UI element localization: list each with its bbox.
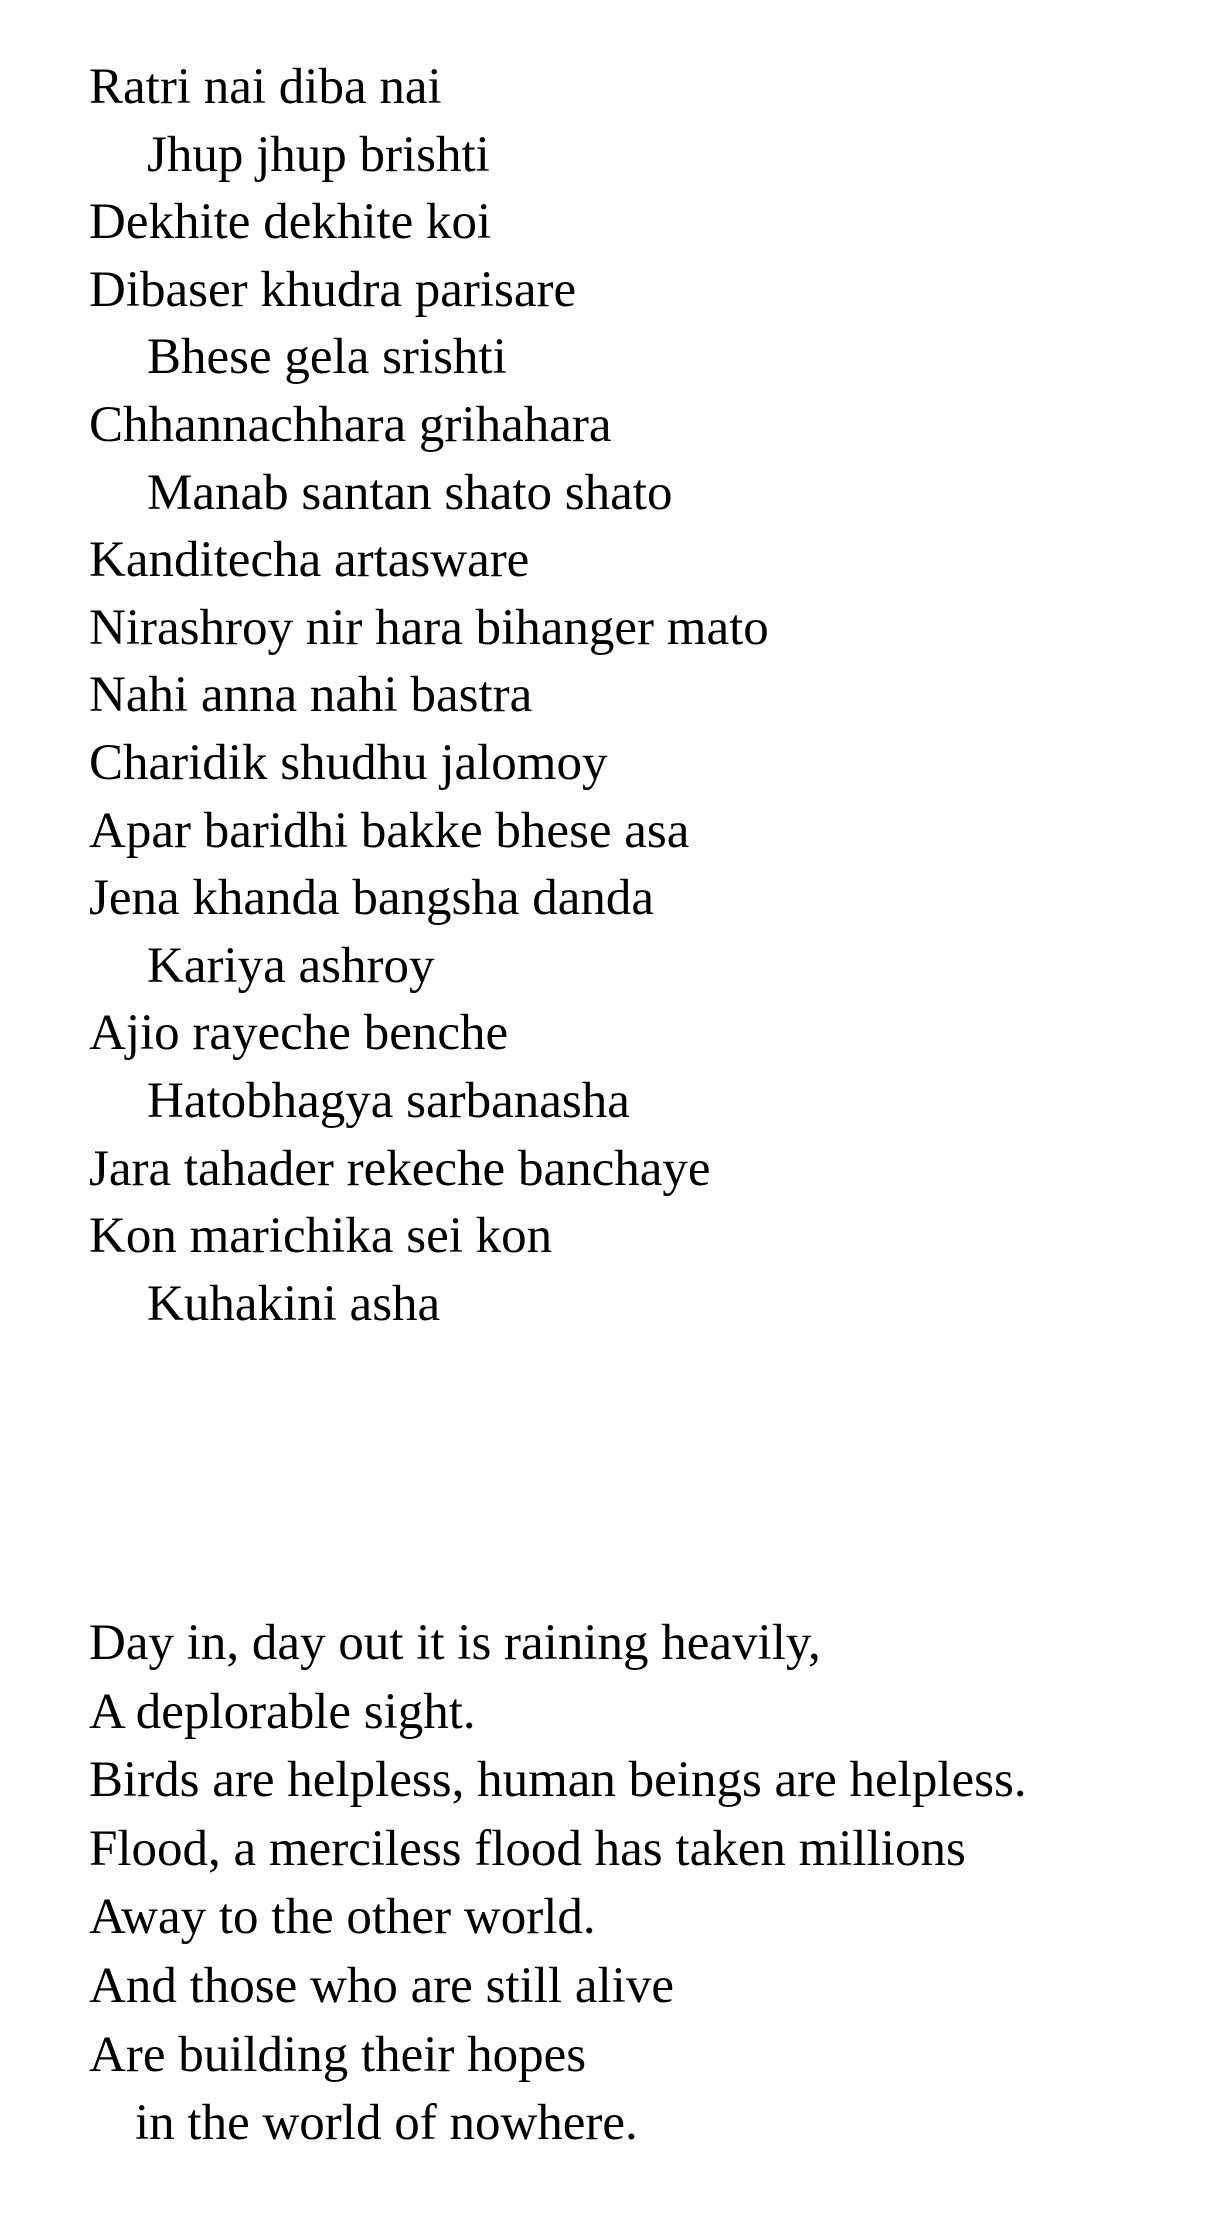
- poem-line: And those who are still alive: [89, 1957, 674, 2014]
- poem-line: Nahi anna nahi bastra: [89, 667, 533, 724]
- poem-translation: [89, 1609, 1027, 2158]
- poem-line: Day in, day out it is raining heavily,: [89, 1615, 821, 1671]
- poem-line: in the world of nowhere.: [135, 2095, 638, 2152]
- poem-line: Are building their hopes: [89, 2026, 587, 2083]
- poem-line: Flood, a merciless flood has taken millions: [89, 1820, 966, 1877]
- poem-line: Kon marichika sei kon: [89, 1208, 553, 1265]
- poem-line: Manab santan shato shato: [147, 464, 673, 521]
- poem-line: Ratri nai diba nai: [89, 59, 442, 115]
- poem-line: Kariya ashroy: [147, 937, 435, 994]
- poem-line: Bhese gela srishti: [147, 329, 507, 386]
- poem-line: Apar baridhi bakke bhese asa: [89, 802, 690, 859]
- poem-line: Hatobhagya sarbanasha: [147, 1072, 630, 1129]
- poem-line: Charidik shudhu jalomoy: [89, 734, 608, 791]
- poem-line: Chhannachhara grihahara: [89, 396, 612, 453]
- poem-line: Dibaser khudra parisare: [89, 261, 577, 318]
- poem-line: Kanditecha artasware: [89, 532, 530, 589]
- poem-line: Nirashroy nir hara bihanger mato: [89, 599, 769, 656]
- poem-line: Ajio rayeche benche: [89, 1005, 509, 1062]
- poem-line: Jhup jhup brishti: [147, 126, 490, 183]
- poem-line: Birds are helpless, human beings are helpless.: [89, 1752, 1027, 1809]
- poem-line: Jara tahader rekeche banchaye: [89, 1140, 711, 1197]
- poem-transliteration: [89, 54, 769, 1338]
- poem-line: Jena khanda bangsha danda: [89, 870, 655, 927]
- poem-line: A deplorable sight.: [89, 1683, 476, 1740]
- poem-line: Kuhakini asha: [147, 1275, 441, 1332]
- poem-line: Away to the other world.: [89, 1889, 596, 1946]
- poem-line: Dekhite dekhite koi: [89, 194, 492, 251]
